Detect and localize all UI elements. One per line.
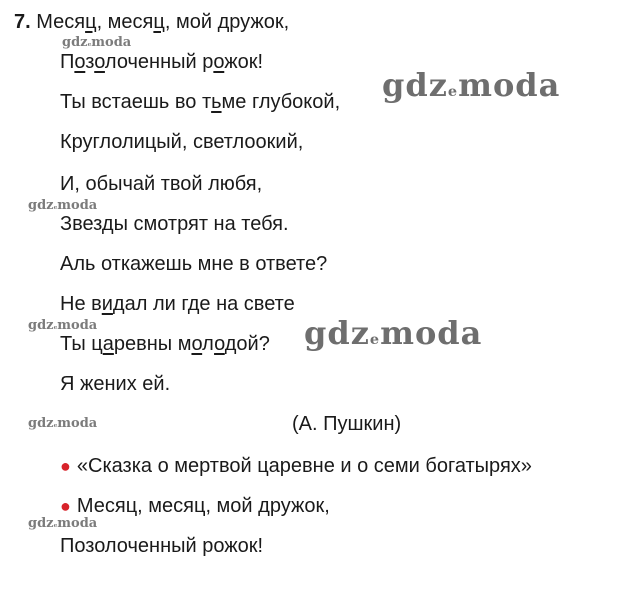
text-fragment: П — [60, 51, 75, 73]
answer-1 — [60, 454, 532, 478]
underlined-letter: ц — [85, 11, 97, 33]
bullet-icon: ● — [60, 496, 71, 516]
text-fragment: ревны м — [113, 333, 192, 355]
bullet-icon: ● — [60, 456, 71, 476]
underlined-letter: о — [191, 333, 203, 355]
poem-line-8 — [60, 292, 295, 316]
underlined-letter: и — [101, 293, 113, 315]
watermark: gdzemoda — [28, 318, 98, 333]
text-fragment: дой? — [224, 333, 270, 355]
answer-text: «Сказка о мертвой царевне и о семи богатырях» — [76, 455, 532, 477]
poem-line-9 — [60, 332, 270, 356]
poem-line-2 — [60, 50, 263, 74]
underlined-letter: о — [74, 51, 86, 73]
text-fragment: ме глубокой, — [221, 91, 341, 113]
watermark: gdzemoda — [62, 35, 132, 50]
watermark: gdzemoda — [304, 314, 483, 352]
text-fragment: Меся — [36, 11, 86, 33]
poem-line-10: Я жених ей. — [60, 373, 171, 395]
text-fragment: дал ли где на свете — [112, 293, 295, 315]
watermark: gdzemoda — [28, 416, 98, 431]
author-attribution: (А. Пушкин) — [292, 413, 402, 435]
answer-2-continuation: Позолоченный рожок! — [60, 535, 264, 557]
underlined-letter: о — [94, 51, 105, 73]
text-fragment: , мой дружок, — [164, 11, 290, 33]
poem-line-3 — [60, 90, 340, 114]
poem-line-7: Аль откажешь мне в ответе? — [60, 253, 328, 275]
text-fragment: лоченный р — [104, 51, 214, 73]
text-fragment: , меся — [96, 11, 154, 33]
underlined-letter: а — [102, 333, 114, 355]
text-fragment: Ты ц — [60, 333, 103, 355]
text-fragment: жок! — [224, 51, 264, 73]
answer-2 — [60, 494, 330, 518]
watermark: gdzemoda — [28, 198, 98, 213]
underlined-letter: о — [214, 333, 225, 355]
answer-text: Месяц, месяц, мой дружок, — [76, 495, 330, 517]
underlined-letter: ц — [153, 11, 165, 33]
watermark: gdzemoda — [28, 516, 98, 531]
poem-line-1 — [14, 10, 289, 34]
poem-line-6: Звезды смотрят на тебя. — [60, 213, 289, 235]
text-fragment: Не в — [60, 293, 102, 315]
exercise-number: 7. — [14, 11, 31, 33]
underlined-letter: о — [213, 51, 225, 73]
watermark: gdzemoda — [382, 66, 561, 104]
text-fragment: з — [85, 51, 95, 73]
text-fragment: Ты встаешь во т — [60, 91, 212, 113]
text-fragment: л — [202, 333, 215, 355]
poem-line-5: И, обычай твой любя, — [60, 173, 263, 195]
poem-line-4: Круглолицый, светлоокий, — [60, 131, 304, 153]
underlined-letter: ь — [211, 91, 222, 113]
